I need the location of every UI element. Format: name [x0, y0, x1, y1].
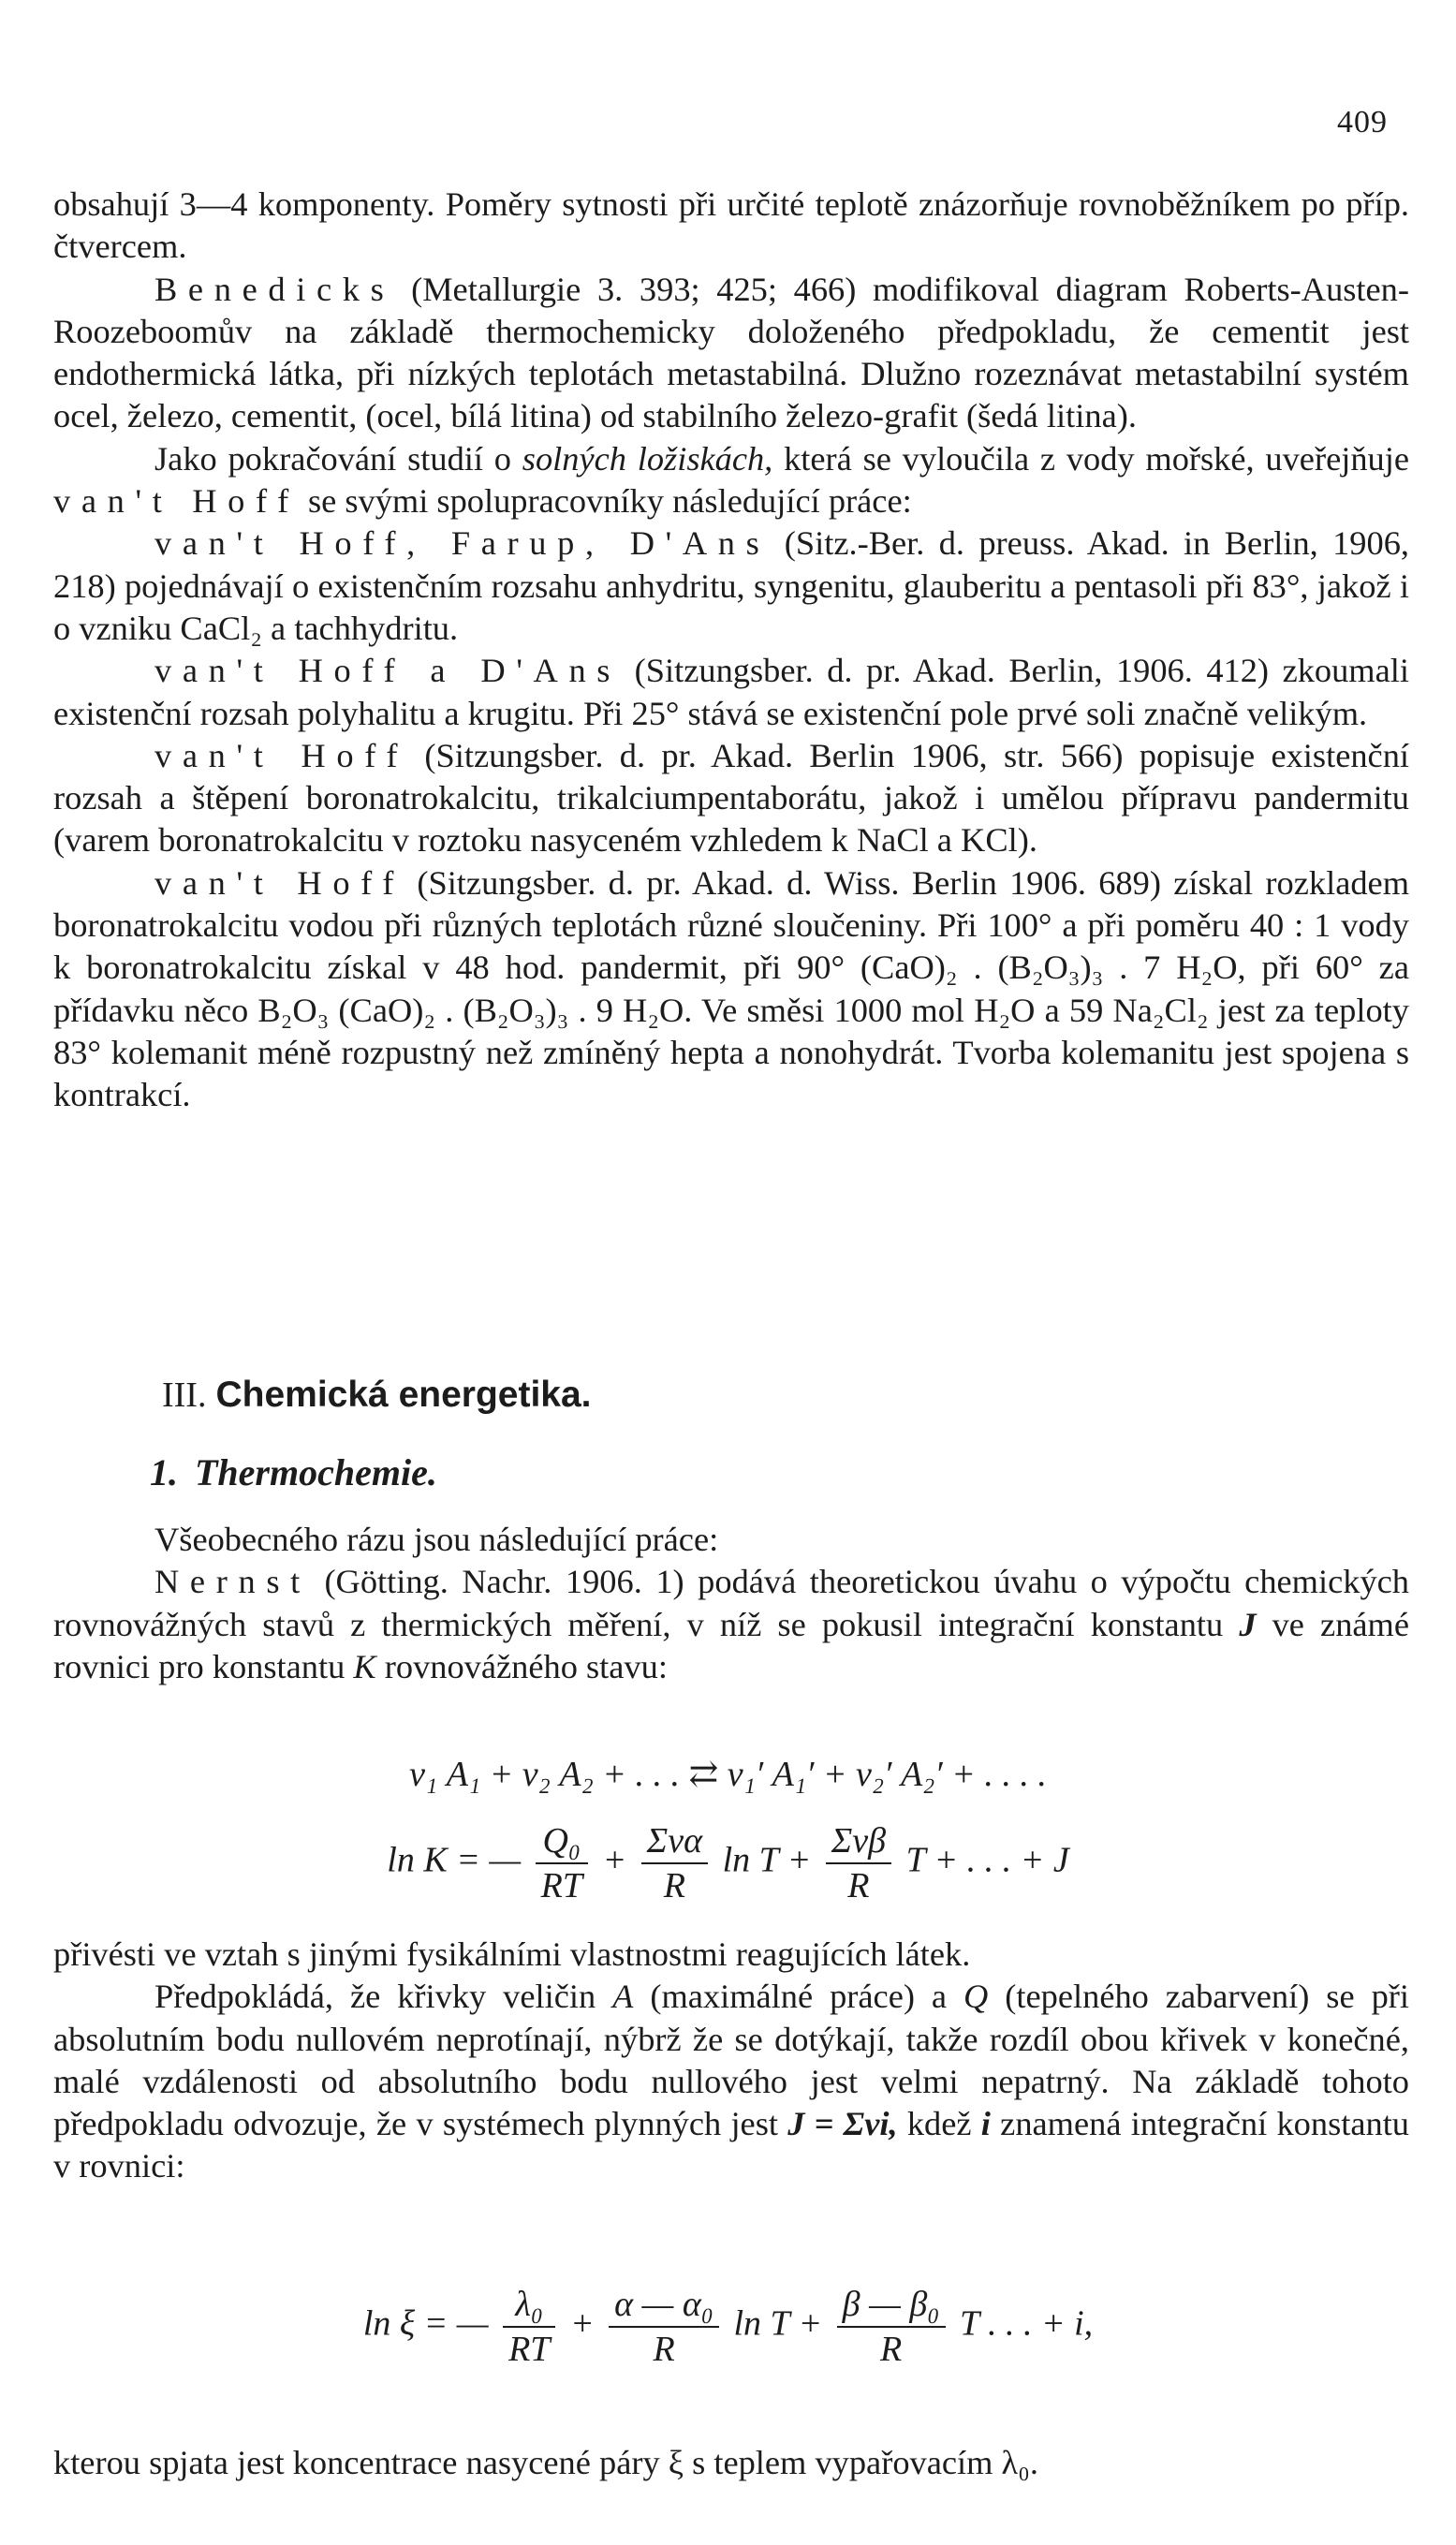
- equation-lnK-mid: ln T +: [722, 1840, 812, 1880]
- symbol-A: A: [612, 1978, 634, 2016]
- fraction-lambda0-rt-denominator: RT: [508, 2330, 551, 2369]
- paragraph-general-text: Všeobecného rázu jsou následující práce:: [154, 1521, 719, 1558]
- author-vanthoff: van't Hoff: [53, 482, 300, 521]
- paragraph-last: [53, 2442, 1409, 2484]
- paragraph-last-text: kterou spjata jest koncentrace nasycené páry ξ s teplem vypařovacím λ₀.: [53, 2444, 1038, 2481]
- paragraph-salt-italic: solných ložiskách,: [522, 439, 773, 478]
- fraction-beta: [837, 2285, 946, 2369]
- paragraph-assumption-text-a: Předpokládá, že křivky veličin: [154, 1978, 613, 2016]
- symbol-Q: Q: [963, 1978, 989, 2016]
- paragraph-assumption-text-e: znamená integrační konstantu v rovnici:: [53, 2105, 1409, 2185]
- equation-lnxi-plus: +: [569, 2303, 595, 2344]
- equation-lnK-plus: +: [602, 1840, 627, 1880]
- fraction-sigma-nu-beta-numerator: Σνβ: [826, 1821, 891, 1864]
- paragraph-assumption-text-c: (tepelného zabarvení) se při absolutním bodu nullovém neprotínají, nýbrž že se dotýkají, takže rozdíl obou křivek v konečné, malé vzdálenosti od absolutního bodu nullového jest velmi nepatrný. Na základě tohoto předpokladu odvozuje, že v systémech plynných jest: [53, 1978, 1409, 2143]
- section-heading: [162, 1375, 592, 1416]
- equation-lnxi-right: T . . . + i,: [960, 2303, 1094, 2344]
- fraction-sigma-nu-beta-denominator: R: [847, 1866, 870, 1905]
- fraction-lambda0-rt-numerator: λ₀: [503, 2285, 555, 2328]
- equation-lnxi-left: ln ξ = —: [362, 2303, 489, 2344]
- paragraph-assumption-text-d: kdež: [897, 2105, 981, 2143]
- equation-lnK: [0, 1821, 1456, 1905]
- paragraph-vanthoff-566: [53, 735, 1409, 862]
- paragraph-benedicks-text: (Metallurgie 3. 393; 425; 466) modifikoval diagram Roberts-Austen-Roozeboomův na základě thermochemicky doloženého předpokladu, že cementit jest endothermická látka, při nízkých teplotách metastabilná. Dlužno rozeznávat metastabilní systém ocel, železo, cementit, (ocel, bílá litina) od stabilního železo-grafit (šedá litina).: [53, 270, 1409, 435]
- fraction-sigma-nu-beta: [826, 1821, 891, 1905]
- paragraph-general: [53, 1519, 1409, 1561]
- author-nernst: Nernst: [154, 1563, 311, 1601]
- paragraph-salt-deposits: [53, 438, 1409, 523]
- body-text-thermo: [53, 1519, 1409, 1688]
- inline-equation-J: J = Σνi,: [787, 2105, 898, 2143]
- fraction-q0-rt: [536, 1821, 588, 1905]
- fraction-beta-denominator: R: [879, 2330, 903, 2369]
- fraction-alpha: [609, 2285, 719, 2369]
- paragraph-1: [53, 184, 1409, 269]
- fraction-beta-numerator: β — β₀: [837, 2285, 946, 2328]
- subsection-number: 1.: [150, 1451, 178, 1493]
- paragraph-nernst: [53, 1561, 1409, 1688]
- author-vanthoff-689: van't Hoff: [154, 863, 405, 902]
- paragraph-vanthoff-farup-text: (Sitz.-Ber. d. preuss. Akad. in Berlin, 1906, 218) pojednávají o existenčním rozsahu anhydritu, syngenitu, glauberitu a pentasoli při 83°, jakož i o vzniku CaCl₂ a tachhydritu.: [53, 524, 1409, 647]
- body-text-last: [53, 2442, 1409, 2484]
- paragraph-1-text: obsahují 3—4 komponenty. Poměry sytnosti při určité teplotě znázorňuje rovnoběžníkem po příp. čtvercem.: [53, 185, 1409, 266]
- body-text-top: [53, 184, 1409, 1117]
- paragraph-vanthoff-dans: [53, 650, 1409, 735]
- symbol-K: K: [353, 1647, 376, 1685]
- section-number: III.: [162, 1375, 207, 1415]
- fraction-q0-rt-numerator: Q₀: [536, 1821, 588, 1864]
- paragraph-vanthoff-689: [53, 862, 1409, 1117]
- equation-lnK-left: ln K = —: [387, 1840, 522, 1880]
- paragraph-vanthoff-566-text: (Sitzungsber. d. pr. Akad. Berlin 1906, str. 566) popisuje existenční rozsah a štěpení boronatrokalcitu, trikalciumpentaborátu, jakož i umělou přípravu pandermitu (varem boronatrokalcitu v roztoku nasyceném vzhledem k NaCl a KCl).: [53, 736, 1409, 860]
- paragraph-salt-text-b: která se vyloučila z vody mořské, uveřejňuje: [772, 439, 1409, 478]
- paragraph-relation: [53, 1934, 1409, 1976]
- paragraph-nernst-text-b: ve známé rovnici pro konstantu: [53, 1605, 1410, 1685]
- paragraph-relation-text: přivésti ve vztah s jinými fysikálními vlastnostmi reagujících látek.: [53, 1935, 971, 1973]
- author-vanthoff-farup-dans: van't Hoff, Farup, D'Ans: [154, 524, 771, 563]
- fraction-sigma-nu-alpha: [641, 1821, 708, 1905]
- paragraph-vanthoff-dans-text: (Sitzungsber. d. pr. Akad. Berlin, 1906. 412) zkoumali existenční rozsah polyhalitu a krugitu. Při 25° stává se existenční pole prvé soli značně velikým.: [53, 652, 1409, 732]
- fraction-alpha-denominator: R: [653, 2330, 675, 2369]
- equation-reaction: ν₁ A₁ + ν₂ A₂ + . . . ⇄ ν₁′ A₁′ + ν₂′ A₂′ + . . . .: [409, 1755, 1047, 1794]
- paragraph-nernst-text-c: rovnovážného stavu:: [375, 1647, 668, 1685]
- subsection-heading: [150, 1450, 437, 1494]
- paragraph-assumption: [53, 1976, 1409, 2187]
- fraction-q0-rt-denominator: RT: [540, 1866, 582, 1905]
- fraction-sigma-nu-alpha-denominator: R: [663, 1866, 685, 1905]
- paragraph-vanthoff-farup: [53, 522, 1409, 650]
- paragraph-benedicks: [53, 269, 1409, 438]
- equation-lnK-right: T + . . . + J: [905, 1840, 1069, 1880]
- author-benedicks: Benedicks: [154, 270, 395, 308]
- author-vanthoff-566: van't Hoff: [154, 736, 409, 774]
- fraction-sigma-nu-alpha-numerator: Σνα: [641, 1821, 708, 1864]
- fraction-alpha-numerator: α — α₀: [609, 2285, 719, 2328]
- paragraph-vanthoff-689-text: (Sitzungsber. d. pr. Akad. d. Wiss. Berlin 1906. 689) získal rozkladem boronatrokalcitu vodou při různých teplotách různé sloučeniny. Při 100° a při poměru 40 : 1 vody k boronatrokalcitu získal v 48 hod. pandermit, při 90° (CaO)₂ . (B₂O₃)₃ . 7 H₂O, při 60° za přídavku něco B₂O₃ (CaO)₂ . (B₂O₃)₃ . 9 H₂O. Ve směsi 1000 mol H₂O a 59 Na₂Cl₂ jest za teploty 83° kolemanit méně rozpustný než zmíněný hepta a nonohydrát. Tvorba kolemanitu jest spojena s kontrakcí.: [53, 863, 1409, 1114]
- paragraph-salt-text-a: Jako pokračování studií o: [154, 439, 522, 478]
- section-title: Chemická energetika.: [215, 1375, 592, 1415]
- paragraph-salt-text-c: se svými spolupracovníky následující práce:: [299, 482, 912, 521]
- symbol-i: i: [980, 2105, 991, 2143]
- fraction-lambda0-rt: [503, 2285, 555, 2369]
- paragraph-nernst-text-a: (Götting. Nachr. 1906. 1) podává theoretickou úvahu o výpočtu chemických rovnovážných stavů z thermických měření, v níž se pokusil integrační konstantu: [53, 1563, 1409, 1643]
- body-text-after-eq: [53, 1934, 1409, 2188]
- page-number: 409: [1337, 105, 1388, 140]
- equation-lnxi: [0, 2285, 1456, 2369]
- equation-lnxi-mid: ln T +: [733, 2303, 823, 2344]
- symbol-J: J: [1239, 1605, 1257, 1643]
- paragraph-assumption-text-b: (maximálné práce) a: [633, 1978, 964, 2016]
- author-vanthoff-dans: van't Hoff a D'Ans: [154, 652, 622, 690]
- subsection-title: Thermochemie.: [195, 1451, 437, 1493]
